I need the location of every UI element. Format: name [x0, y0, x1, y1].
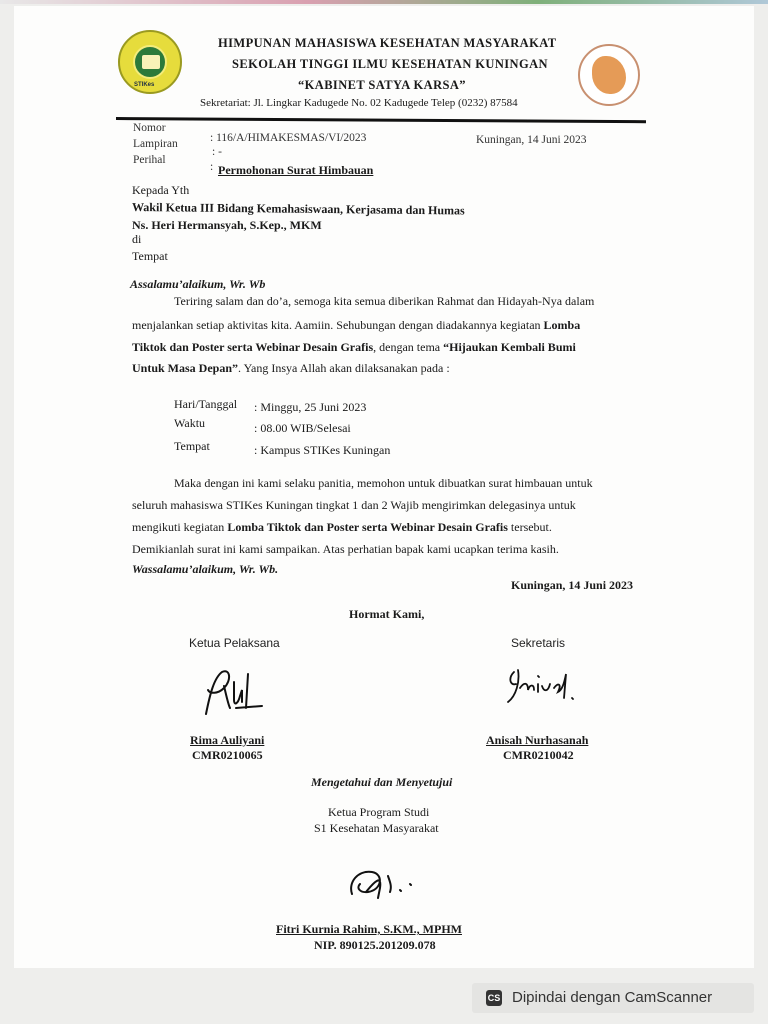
closing-salutation: Wassalamu’alaikum, Wr. Wb.	[132, 562, 279, 576]
camscanner-icon: CS	[486, 990, 502, 1006]
perihal-colon: :	[210, 161, 214, 173]
letter-date: Kuningan, 14 Juni 2023	[476, 134, 587, 146]
right-signer-role: Sekretaris	[511, 636, 566, 650]
lampiran-value: : -	[212, 146, 222, 158]
approver-role-line1: Ketua Program Studi	[328, 805, 430, 819]
approver-signature-icon	[344, 860, 428, 904]
letterhead-org: HIMPUNAN MAHASISWA KESEHATAN MASYARAKAT	[218, 36, 557, 50]
letterhead-address: Sekretariat: Jl. Lingkar Kadugede No. 02 Kadugede Telep (0232) 87584	[200, 97, 518, 109]
hari-value: : Minggu, 25 Juni 2023	[254, 400, 367, 414]
paragraph2-line4: Demikianlah surat ini kami sampaikan. Atas perhatian bapak kami ucapkan terima kasih.	[132, 542, 559, 556]
left-signer-role: Ketua Pelaksana	[189, 636, 280, 650]
tempat-value: : Kampus STIKes Kuningan	[254, 443, 391, 457]
waktu-value: : 08.00 WIB/Selesai	[254, 421, 351, 435]
recipient-di: di	[132, 232, 142, 246]
camscanner-text: Dipindai dengan CamScanner	[512, 989, 713, 1006]
left-signer-name: Rima Auliyani	[190, 733, 265, 747]
paragraph2-line3: mengikuti kegiatan Lomba Tiktok dan Poster serta Webinar Desain Grafis tersebut.	[132, 520, 552, 534]
right-signer-id: CMR0210042	[503, 748, 574, 762]
recipient-name: Ns. Heri Hermansyah, S.Kep., MKM	[132, 218, 322, 232]
hormat-kami: Hormat Kami,	[349, 607, 425, 621]
recipient-tempat: Tempat	[132, 249, 168, 263]
letterhead-cabinet: “KABINET SATYA KARSA”	[298, 78, 466, 92]
signature-date: Kuningan, 14 Juni 2023	[511, 578, 634, 592]
top-color-strip	[0, 0, 768, 4]
paragraph1-line4: Untuk Masa Depan”. Yang Insya Allah akan dilaksanakan pada :	[132, 361, 450, 375]
opening-salutation: Assalamu’alaikum, Wr. Wb	[130, 277, 266, 291]
left-signature-icon	[196, 664, 266, 720]
tempat-label: Tempat	[174, 439, 210, 453]
hari-label: Hari/Tanggal	[174, 397, 238, 411]
perihal-value: Permohonan Surat Himbauan	[218, 163, 374, 177]
waktu-label: Waktu	[174, 416, 206, 430]
letterhead-school: SEKOLAH TINGGI ILMU KESEHATAN KUNINGAN	[232, 57, 548, 71]
paragraph1-line2: menjalankan setiap aktivitas kita. Aamiin. Sehubungan dengan diadakannya kegiatan Lomba	[132, 318, 581, 332]
recipient-title: Wakil Ketua III Bidang Kemahasiswaan, Kerjasama dan Humas	[131, 200, 465, 218]
approver-name: Fitri Kurnia Rahim, S.KM., MPHM	[276, 922, 462, 936]
right-signature-icon	[502, 664, 582, 710]
nomor-value: : 116/A/HIMAKESMAS/VI/2023	[210, 132, 367, 144]
camscanner-badge	[472, 983, 754, 1013]
stikes-logo-icon: STIKes	[118, 30, 182, 94]
himakesmas-logo-icon	[578, 44, 640, 106]
approval-heading: Mengetahui dan Menyetujui	[311, 775, 453, 789]
lampiran-label: Lampiran	[133, 138, 178, 150]
nomor-label: Nomor	[133, 122, 166, 134]
paragraph2-line2: seluruh mahasiswa STIKes Kuningan tingkat 1 dan 2 Wajib mengirimkan delegasinya untuk	[132, 498, 576, 512]
approver-role-line2: S1 Kesehatan Masyarakat	[314, 821, 439, 835]
recipient-kepada: Kepada Yth	[132, 183, 190, 197]
paragraph2-line1: Maka dengan ini kami selaku panitia, memohon untuk dibuatkan surat himbauan untuk	[174, 476, 593, 490]
right-signer-name: Anisah Nurhasanah	[486, 733, 589, 747]
left-signer-id: CMR0210065	[192, 748, 263, 762]
approver-nip: NIP. 890125.201209.078	[314, 938, 436, 952]
perihal-label: Perihal	[133, 154, 166, 166]
paragraph1-line1: Teriring salam dan do’a, semoga kita semua diberikan Rahmat dan Hidayah-Nya dalam	[174, 294, 595, 308]
paragraph1-line3: Tiktok dan Poster serta Webinar Desain Grafis, dengan tema “Hijaukan Kembali Bumi	[132, 340, 576, 354]
